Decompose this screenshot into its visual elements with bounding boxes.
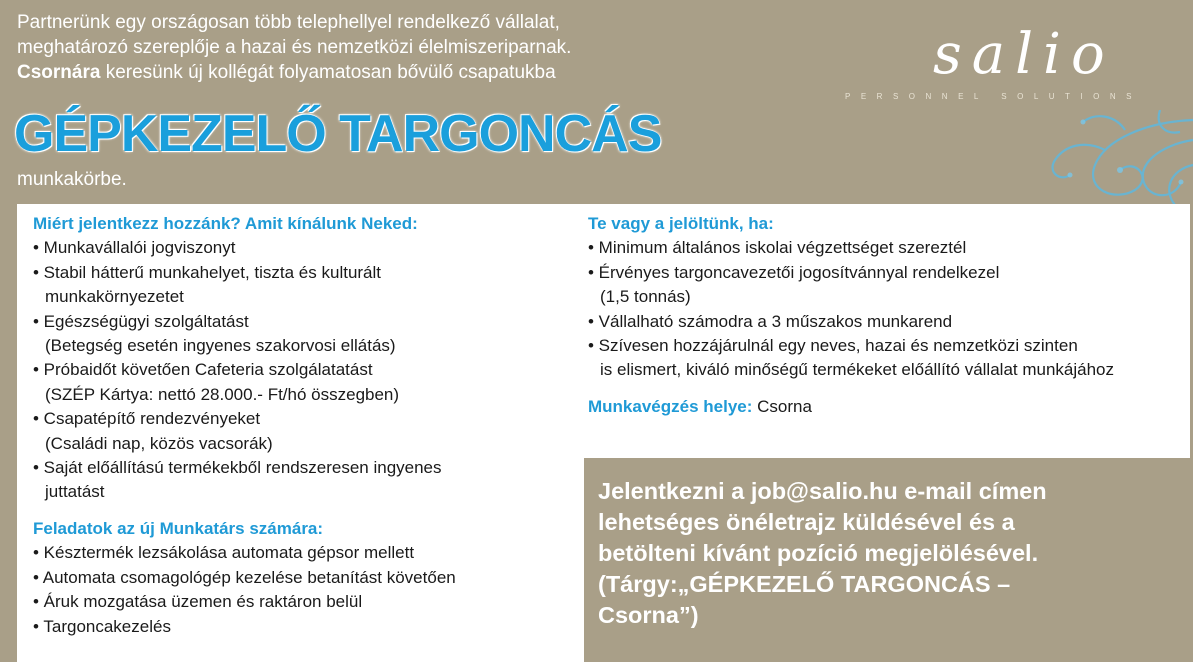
requirement-item: • Szívesen hozzájárulnál egy neves, hazai és nemzetközi szinten is elismert, kiváló minőségű termékeket előállító vállalat munkájához (588, 336, 1115, 380)
logo-wordmark: salio (933, 22, 1115, 87)
offer-item: • Csapatépítő rendezvényeket (Családi nap, közös vacsorák) (33, 409, 273, 453)
offer-item: • Egészségügyi szolgáltatást (Betegség esetén ingyenes szakorvosi ellátás) (33, 311, 396, 356)
tasks-section-title: Feladatok az új Munkatárs számára: (33, 518, 324, 538)
task-item: • Targoncakezelés (33, 616, 171, 636)
offer-section-title: Miért jelentkezz hozzánk? Amit kínálunk Neked: (33, 214, 418, 233)
job-title-headline: GÉPKEZELŐ TARGONCÁS (14, 105, 662, 163)
cta-line-2: lehetséges önéletrajz küldésével és a (598, 509, 1015, 535)
right-column (588, 212, 1178, 419)
offer-item: • Stabil hátterű munkahelyet, tiszta és kulturált munkakörnyezetet (33, 262, 382, 307)
task-item: • Automata csomagológép kezelése betanítást követően (33, 567, 456, 587)
intro-line-3-rest: keresünk új kollégát folyamatosan bővülő csapatukba (100, 62, 556, 83)
requirement-item: • Minimum általános iskolai végzettséget szereztél (588, 238, 967, 258)
requirement-item: • Vállalható számodra a 3 műszakos munkarend (588, 311, 953, 331)
offer-item: • Próbaidőt követően Cafeteria szolgálatatást (SZÉP Kártya: nettó 28.000.- Ft/hó összegben) (33, 360, 400, 404)
intro-line-1: Partnerünk egy országosan több telephellyel rendelkező vállalat, (17, 12, 560, 33)
offer-item: • Saját előállítású termékekből rendszeresen ingyenes juttatást (33, 458, 442, 502)
job-title-subline: munkakörbe. (17, 169, 127, 190)
logo-tagline: PERSONNEL SOLUTIONS (845, 92, 1143, 101)
left-column (33, 212, 563, 639)
intro-line-3 (17, 60, 777, 85)
company-logo (845, 22, 1165, 112)
requirements-section-title: Te vagy a jelöltünk, ha: (588, 214, 774, 233)
cta-line-4: (Tárgy:„GÉPKEZELŐ TARGONCÁS – (598, 571, 1011, 597)
work-location-label: Munkavégzés helye: (588, 396, 753, 416)
requirement-item: • Érvényes targoncavezetői jogosítvánnyal rendelkezel (1,5 tonnás) (588, 262, 1000, 307)
task-item: • Késztermék lezsákolása automata gépsor mellett (33, 543, 415, 563)
decorative-swirl-icon (985, 110, 1193, 210)
intro-text (17, 10, 777, 85)
work-location (588, 395, 1178, 419)
cta-line-3: betölteni kívánt pozíció megjelölésével. (598, 540, 1039, 566)
work-location-value: Csorna (752, 396, 812, 416)
task-item: • Áruk mozgatása üzemen és raktáron belül (33, 592, 363, 612)
location-highlight: Csornára (17, 62, 101, 83)
cta-line-1: Jelentkezni a job@salio.hu e-mail címen (598, 478, 1047, 504)
application-instructions (598, 476, 1188, 631)
cta-line-5: Csorna”) (598, 602, 699, 628)
offer-item: • Munkavállalói jogviszonyt (33, 238, 236, 258)
intro-line-2: meghatározó szereplője a hazai és nemzetközi élelmiszeriparnak. (17, 37, 572, 58)
